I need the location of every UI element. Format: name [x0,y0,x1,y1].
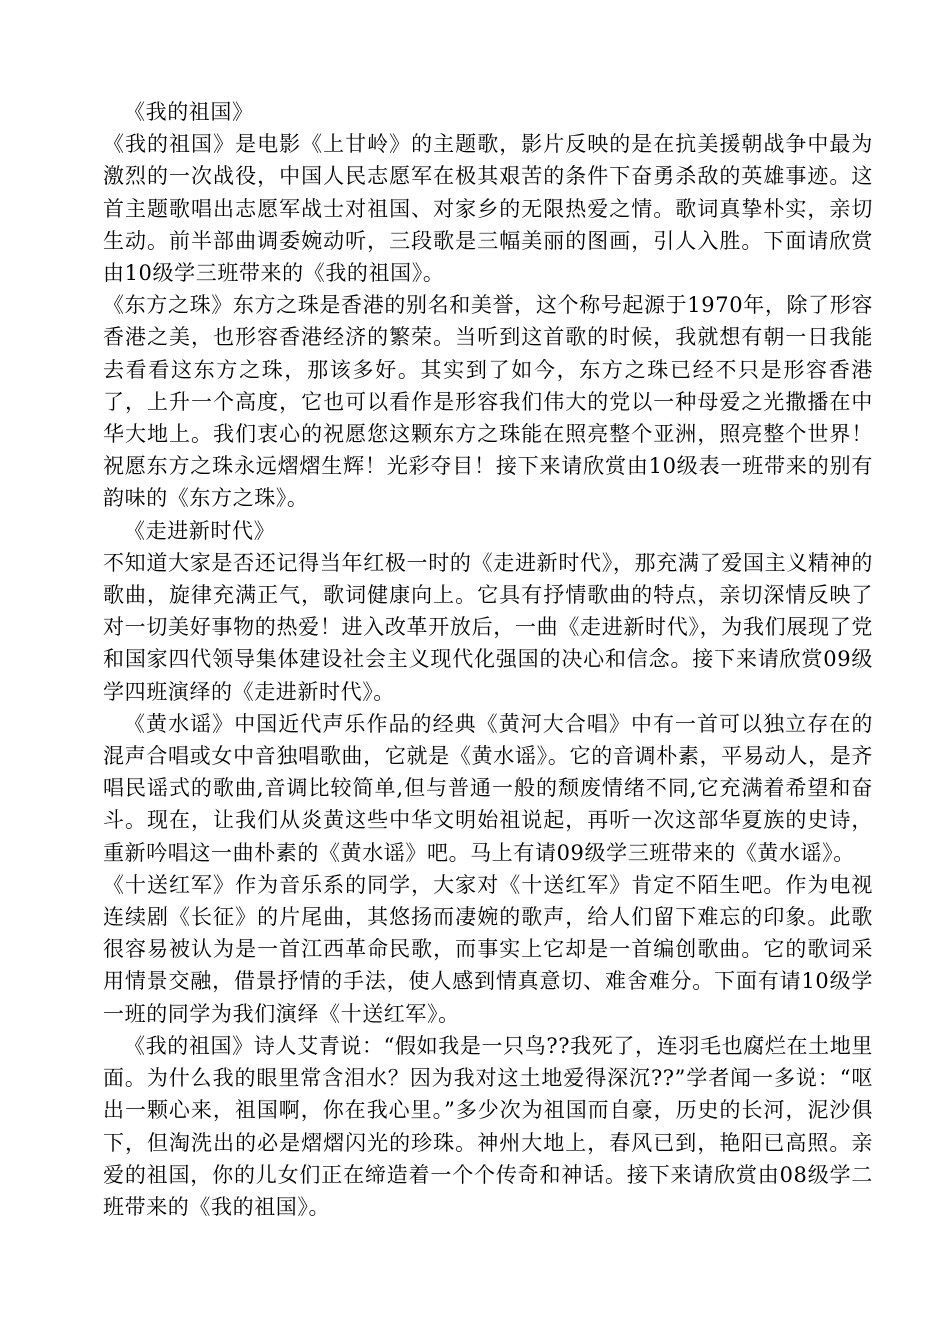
section-title-my-motherland: 《我的祖国》 [124,100,254,124]
paragraph-new-era: 不知道大家是否还记得当年红极一时的《走进新时代》，那充满了爱国主义精神的歌曲，旋律充满正气，歌词健康向上。它具有抒情歌曲的特点，亲切深情反映了对一切美好事物的热爱！进入改革开放后，一曲《走进新时代》，为我们展现了党和国家四代领导集体建设社会主义现代化强国的决心和信念。接下来请欣赏09级学四班演绎的《走进新时代》。 [103,550,873,704]
paragraph-yellow-water-ballad: 《黄水谣》中国近代声乐作品的经典《黄河大合唱》中有一首可以独立存在的混声合唱或女中音独唱歌曲，它就是《黄水谣》。它的音调朴素，平易动人，是齐唱民谣式的歌曲,音调比较简单,但与普通一般的颓废情绪不同,它充满着希望和奋斗。现在，让我们从炎黄这些中华文明始祖说起，再听一次这部华夏族的史诗，重新吟唱这一曲朴素的《黄水谣》吧。马上有请09级学三班带来的《黄水谣》。 [103,711,873,865]
paragraph-pearl-of-the-orient: 《东方之珠》东方之珠是香港的别名和美誉，这个称号起源于1970年，除了形容香港之美，也形容香港经济的繁荣。当听到这首歌的时候，我就想有朝一日我能去看看这东方之珠，那该多好。其实到了如今，东方之珠已经不只是形容香港了，上升一个高度，它也可以看作是形容我们伟大的党以一种母爱之光撒播在中华大地上。我们衷心的祝愿您这颗东方之珠能在照亮整个亚洲，照亮整个世界！祝愿东方之珠永远熠熠生辉！光彩夺目！接下来请欣赏由10级表一班带来的别有韵味的《东方之珠》。 [103,293,873,511]
document-page [103,96,873,1223]
paragraph-ten-farewells: 《十送红军》作为音乐系的同学，大家对《十送红军》肯定不陌生吧。作为电视连续剧《长征》的片尾曲，其悠扬而凄婉的歌声，给人们留下难忘的印象。此歌很容易被认为是一首江西革命民歌，而事实上它却是一首编创歌曲。它的歌词采用情景交融，借景抒情的手法，使人感到情真意切、难舍难分。下面有请10级学一班的同学为我们演绎《十送红军》。 [103,872,873,1026]
paragraph-my-motherland: 《我的祖国》是电影《上甘岭》的主题歌，影片反映的是在抗美援朝战争中最为激烈的一次战役，中国人民志愿军在极其艰苦的条件下奋勇杀敌的英雄事迹。这首主题歌唱出志愿军战士对祖国、对家乡的无限热爱之情。歌词真挚朴实，亲切生动。前半部曲调委婉动听，三段歌是三幅美丽的图画，引人入胜。下面请欣赏由10级学三班带来的《我的祖国》。 [103,132,873,286]
section-title-new-era: 《走进新时代》 [124,518,276,543]
paragraph-my-motherland-poem: 《我的祖国》诗人艾青说：“假如我是一只鸟??我死了，连羽毛也腐烂在土地里面。为什么我的眼里常含泪水？因为我对这土地爱得深沉??”学者闻一多说：“呕出一颗心来，祖国啊，你在我心里。”多少次为祖国而自豪，历史的长河，泥沙俱下，但淘洗出的必是熠熠闪光的珍珠。神州大地上，春风已到，艳阳已高照。亲爱的祖国，你的儿女们正在缔造着一个个传奇和神话。接下来请欣赏由08级学二班带来的《我的祖国》。 [103,1033,873,1219]
